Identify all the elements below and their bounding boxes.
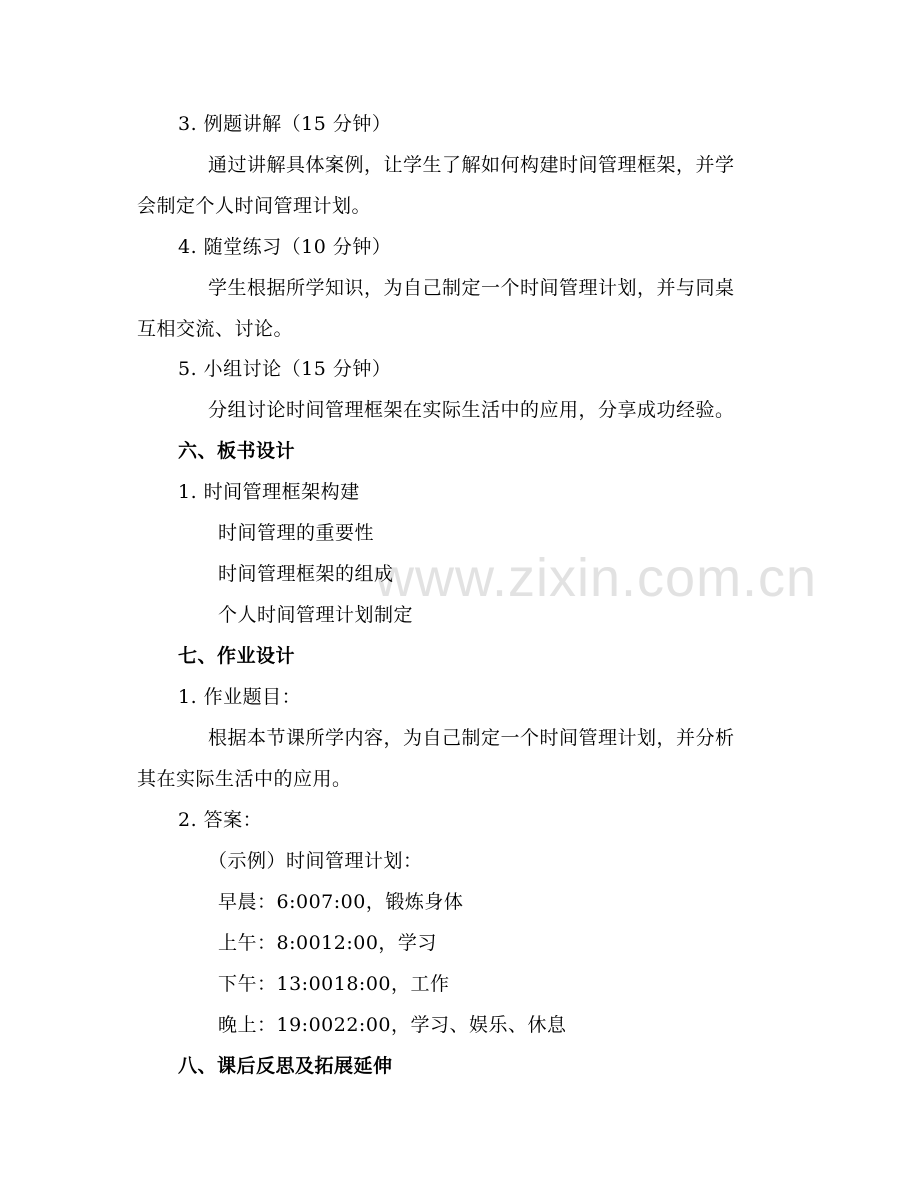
schedule-forenoon: 上午：8:0012:00，学习 <box>218 932 437 954</box>
watermark: www.zixin.com.cn <box>375 548 818 608</box>
board-item-1: 1. 时间管理框架构建 <box>178 481 360 503</box>
homework-item-1: 1. 作业题目： <box>178 686 302 708</box>
schedule-afternoon: 下午：13:0018:00，工作 <box>218 973 450 995</box>
paragraph-line: 互相交流、讨论。 <box>137 318 294 340</box>
schedule-morning: 早晨：6:007:00，锻炼身体 <box>218 891 464 913</box>
schedule-evening: 晚上：19:0022:00，学习、娱乐、休息 <box>218 1014 567 1036</box>
board-subitem: 时间管理框架的组成 <box>218 563 394 585</box>
paragraph-line: 通过讲解具体案例，让学生了解如何构建时间管理框架，并学 <box>208 154 735 176</box>
paragraph-line: 分组讨论时间管理框架在实际生活中的应用，分享成功经验。 <box>208 399 735 421</box>
paragraph-line: 其在实际生活中的应用。 <box>137 768 352 790</box>
example-plan-title: （示例）时间管理计划： <box>208 850 423 872</box>
board-subitem: 时间管理的重要性 <box>218 522 375 544</box>
item-4-practice: 4. 随堂练习（10 分钟） <box>178 236 392 258</box>
item-5-group-discussion: 5. 小组讨论（15 分钟） <box>178 358 392 380</box>
section-heading-board-design: 六、板书设计 <box>178 440 296 462</box>
item-3-example-explanation: 3. 例题讲解（15 分钟） <box>178 113 392 135</box>
paragraph-line: 根据本节课所学内容，为自己制定一个时间管理计划，并分析 <box>208 727 735 749</box>
board-subitem: 个人时间管理计划制定 <box>218 604 414 626</box>
section-heading-reflection: 八、课后反思及拓展延伸 <box>178 1055 393 1077</box>
paragraph-line: 学生根据所学知识，为自己制定一个时间管理计划，并与同桌 <box>208 277 735 299</box>
section-heading-homework-design: 七、作业设计 <box>178 645 296 667</box>
homework-item-2: 2. 答案： <box>178 809 263 831</box>
paragraph-line: 会制定个人时间管理计划。 <box>137 195 372 217</box>
